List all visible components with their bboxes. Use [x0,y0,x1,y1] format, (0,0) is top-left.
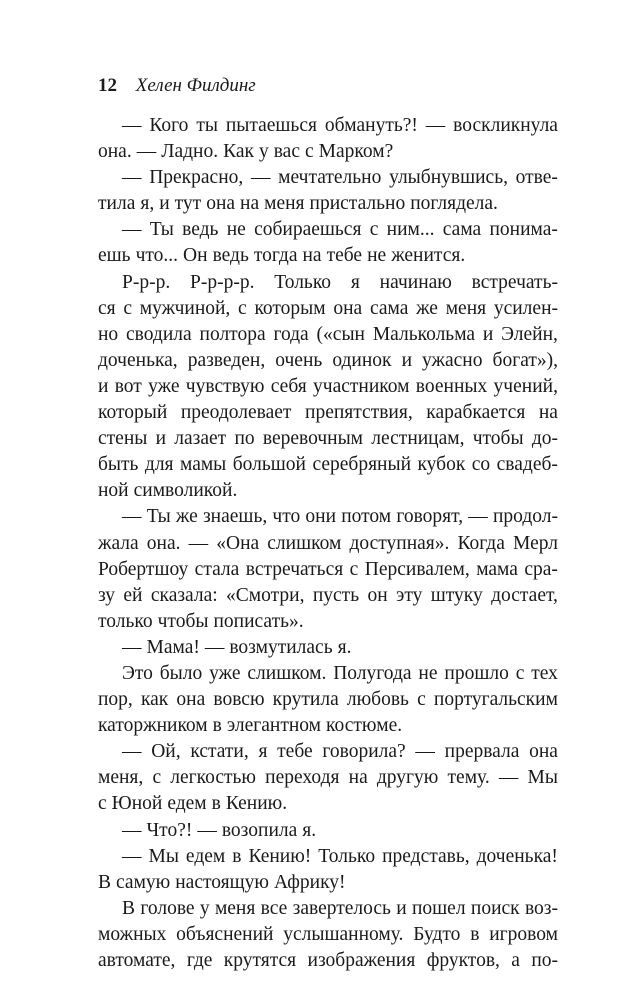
word: препятствия, [305,402,413,424]
word: в [232,845,242,867]
word: быть [98,454,139,476]
word: Кого [149,115,189,136]
text-line [98,557,558,583]
text-line [98,844,558,870]
word: ним... [386,219,435,241]
word: я [258,741,268,763]
word: и [159,193,170,215]
word: начинаю [379,271,452,293]
word: — [122,219,142,241]
word: который [98,402,168,424]
word: он [367,584,388,606]
word: легкостью [170,767,256,789]
text-line [98,948,558,974]
word: мужчиной, [139,297,231,319]
word: она [333,297,363,319]
text-line [98,139,558,165]
word: португальским [433,689,558,711]
word: сама [442,219,482,241]
word: — [204,636,225,658]
text-line [98,400,558,426]
word: — [498,767,519,789]
word: крутила [272,689,339,711]
word: символикой. [133,480,238,502]
word: которым [254,297,326,319]
word: автомате, [98,950,176,971]
word: веревочным [262,428,364,450]
word: вовсю [213,689,265,711]
word: сама [369,297,409,319]
word: ей [123,584,143,606]
word: — [122,167,142,189]
running-title: Хелен Филдинг [135,75,256,96]
word: поиск [470,897,520,919]
word: чтобы [157,610,209,632]
word: крутятся [223,950,297,971]
word: улыбнувшись, [389,167,508,189]
word: — [250,167,271,189]
word: сказала: [150,584,218,606]
text-line [98,452,558,478]
word: Робертшоу [98,558,189,580]
word: ся [98,297,116,319]
text-line [98,609,558,635]
word: вот [114,375,142,397]
word: элегантном [226,715,322,737]
word: Р-р-р. [122,271,171,293]
word: мама [476,558,518,580]
word: карабкается [426,402,526,424]
word: воз- [524,897,558,919]
word: свадеб- [496,454,558,476]
text-line [98,322,558,348]
word: — [122,506,142,528]
word: завертелось [292,897,391,919]
word: серебряный [312,454,412,476]
word: и [155,428,167,450]
word: чувствую [185,375,265,397]
word: прервала [444,741,520,763]
word: до- [531,428,558,450]
text-line [98,426,558,452]
word: мамы [179,454,227,476]
word: каторжником [98,715,208,737]
word: тила [98,193,136,215]
word: вас [273,141,300,163]
word: женится. [391,245,466,267]
word: объяснений [176,923,274,945]
text-line [98,243,558,269]
word: Прекрасно, [149,167,244,189]
word: военных [415,375,488,397]
word: Мерл [513,532,558,554]
word: уже [148,375,180,397]
word: по [234,428,255,450]
text-line [98,661,558,687]
word: Р-р-р-р. [190,271,255,293]
word: Только [318,845,376,867]
word: в [212,715,222,737]
word: — [136,141,157,163]
word: уже [209,662,241,684]
word: «Она [216,532,260,554]
word: с [369,219,379,241]
word: богат»), [492,349,558,371]
word: не [418,662,438,684]
word: потом [341,506,392,528]
word: с [123,297,133,319]
word: чтобы [472,428,524,450]
word: тебе [277,741,313,763]
text-line [98,791,558,817]
word: ной [98,480,129,502]
word: изображения [307,950,416,971]
word: услышанному. [283,923,404,945]
text-line [98,739,558,765]
word: с [515,662,525,684]
word: мечтательно [278,167,382,189]
word: по- [531,950,558,971]
word: другую [376,767,439,789]
word: эту [396,584,423,606]
word: Он [183,245,208,267]
word: Ты [149,219,174,241]
text-line [98,922,558,948]
word: я. [337,636,352,658]
word: можных [98,923,167,945]
text-line [98,374,558,400]
word: с [417,689,426,711]
word: — [122,115,142,136]
word: любовь [346,689,409,711]
word: пытаешься [225,115,317,136]
word: и [98,375,109,397]
word: Ты [146,506,171,528]
word: и [396,897,407,919]
word: В [98,871,112,893]
word: доченька! [476,845,558,867]
word: продол- [492,506,558,528]
word: жала [98,532,139,554]
word: встречать- [471,271,558,293]
word: пошел [411,897,466,919]
word: на [240,193,260,215]
word: Малькольма [372,323,476,345]
word: — [122,636,142,658]
word: одинок [332,349,392,371]
word: кубок [417,454,466,476]
word: на [538,402,558,424]
word: ты [196,115,218,136]
word: она [176,689,206,711]
word: ешь [98,245,131,267]
word: разведен, [187,349,266,371]
word: для [144,454,174,476]
word: прошло [444,662,509,684]
text-line [98,165,558,191]
word: на [302,245,322,267]
word: тут [174,193,202,215]
word: штуку [430,584,483,606]
word: лазает [174,428,227,450]
word: как [140,689,169,711]
text-line [98,583,558,609]
word: тему. [447,767,490,789]
word: тебе [326,245,363,267]
word: понима- [489,219,558,241]
word: и [401,349,412,371]
word: очень [275,349,323,371]
word: Мы [527,767,558,789]
word: Кению! [248,845,312,867]
text-line [98,713,558,739]
word: едем [185,845,226,867]
word: участником [313,375,410,397]
word: костюме. [326,715,403,737]
word: полтора [199,323,266,345]
word: в [470,923,480,945]
word: слишком. [247,662,327,684]
word: со [471,454,491,476]
word: возопила [221,819,298,841]
word: у [258,141,269,163]
word: лестницам, [371,428,465,450]
word: что... [135,245,179,267]
word: а [511,950,520,971]
word: меня [214,897,256,919]
word: игровом [489,923,558,945]
word: она [529,741,558,763]
word: с [152,767,162,789]
text-line [98,870,558,896]
word: собираешься [254,219,362,241]
word: себя [270,375,307,397]
word: и [482,323,494,345]
word: слишком [267,532,342,554]
word: самую [116,871,171,893]
word: знаешь, [202,506,268,528]
word: она [206,193,236,215]
word: настоящую [175,871,269,893]
word: пописать». [213,610,304,632]
word: «Смотри, [226,584,305,606]
word: что [272,506,301,528]
word: она. [146,532,181,554]
word: с [98,793,107,815]
text-line [98,687,558,713]
word: пусть [312,584,360,606]
word: большой [232,454,306,476]
word: тех [531,662,558,684]
word: кстати, [190,741,249,763]
word: учений, [493,375,558,397]
text-line [98,348,558,374]
word: где [186,950,213,971]
word: — [122,845,142,867]
word: преодолевает [180,402,292,424]
word: меня [445,297,487,319]
word: зу [98,584,116,606]
word: — [415,741,435,763]
word: Ладно. [161,141,219,163]
word: Что?! [146,819,193,841]
word: же [175,506,198,528]
word: с [349,558,359,580]
text-line [98,635,558,661]
word: Мы [148,845,179,867]
word: Будто [413,923,461,945]
word: переходя [265,767,340,789]
text-line [98,217,558,243]
word: сводила [126,323,192,345]
text-line [98,191,558,217]
text-line [98,296,558,322]
body-text [98,113,558,974]
word: — [122,741,142,763]
word: с [238,297,247,319]
word: пор, [98,689,133,711]
word: обмануть?! [324,115,418,136]
word: отве- [515,167,558,189]
word: Персивалем, [364,558,470,580]
word: она. [98,141,132,163]
word: пристально [309,193,406,215]
word: сра- [524,558,558,580]
word: — [468,506,488,528]
word: но [98,323,119,345]
word: стены [98,428,148,450]
word: же [416,297,438,319]
word: меня [264,193,305,215]
word: Африку! [273,871,346,893]
word: все [260,897,288,919]
word: не [367,245,387,267]
word: доченька, [98,349,178,371]
word: встречаться [245,558,344,580]
word: было [159,662,203,684]
word: фруктов, [426,950,500,971]
word: говорила? [322,741,406,763]
word: с [305,141,314,163]
word: воскликнула [453,115,558,136]
word: Только [274,271,332,293]
word: усилен- [493,297,558,319]
word: я. [302,819,317,841]
word: едем [167,793,207,815]
word: они [305,506,337,528]
word: ужасно [422,349,483,371]
word: поглядела. [410,193,498,215]
word: я, [140,193,155,215]
text-line [98,896,558,922]
text-line [98,531,558,557]
text-line [98,818,558,844]
word: — [188,532,209,554]
word: стала [194,558,240,580]
page-header [98,74,256,98]
word: Полугода [333,662,412,684]
word: В [122,897,136,919]
word: ведь [182,219,219,241]
word: меня, [98,767,144,789]
word: Ой, [151,741,181,763]
word: я [350,271,360,293]
word: Когда [457,532,505,554]
word: ведь [212,245,249,267]
word: («сын [316,323,365,345]
word: Юной [111,793,163,815]
word: — [197,819,217,841]
text-line [98,504,558,530]
word: в [211,793,221,815]
text-line [98,765,558,791]
word: Это [122,662,153,684]
word: возмутилась [229,636,333,658]
text-line [98,113,558,139]
word: Элейн, [501,323,558,345]
word: представь, [382,845,470,867]
text-line [98,478,558,504]
word: — [425,115,446,136]
word: достает, [491,584,558,606]
word: не [226,219,246,241]
word: только [98,610,153,632]
word: голове [140,897,195,919]
word: тогда [253,245,298,267]
word: Мама! [146,636,200,658]
word: на [348,767,368,789]
page-number: 12 [98,75,117,96]
text-line [98,270,558,296]
word: Как [223,141,254,163]
word: года [273,323,309,345]
word: говорят, [396,506,464,528]
word: — [122,819,142,841]
word: у [199,897,210,919]
word: Кению. [225,793,288,815]
word: доступная». [349,532,450,554]
word: Марком? [318,141,394,163]
